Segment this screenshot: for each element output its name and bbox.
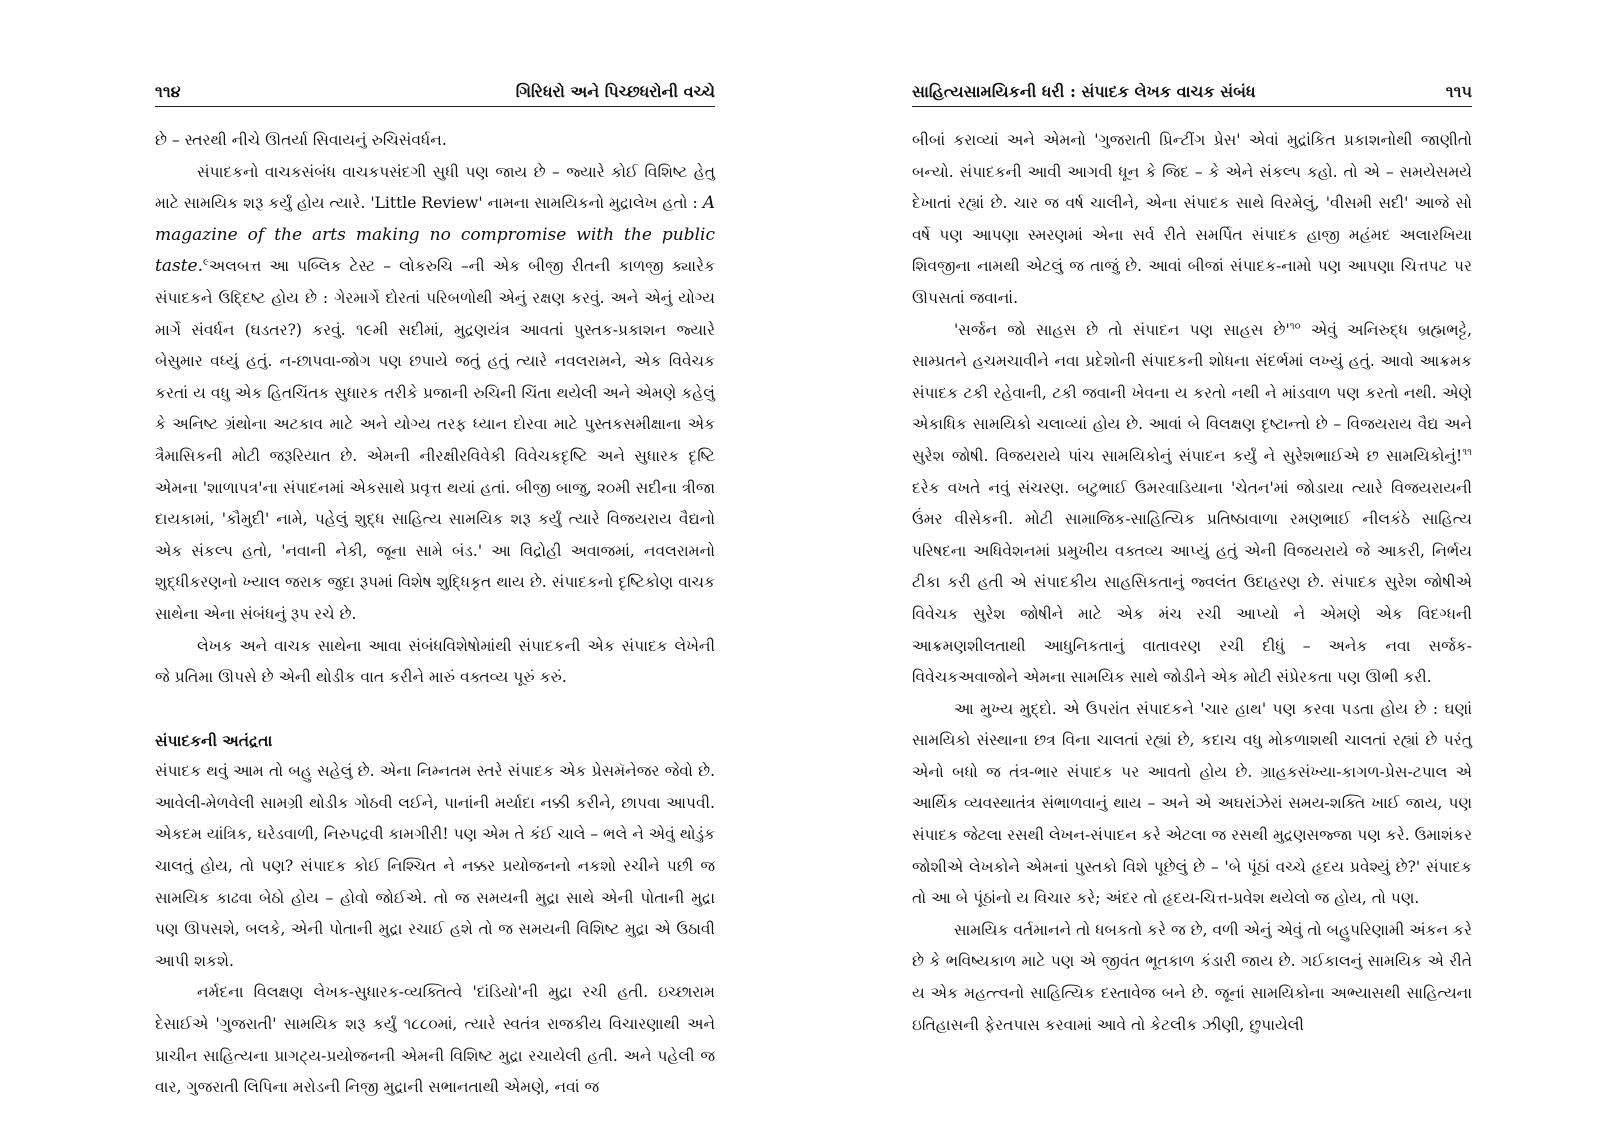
paragraph xyxy=(155,157,715,631)
page-number: ૧૧૪ xyxy=(155,82,181,101)
paragraph: નર્મદના વિલક્ષણ લેખક-સુધારક-વ્યક્તિત્વે 'દાંડિયો'ની મુદ્રા રચી હતી. ઇચ્છારામ દેસાઈએ 'ગુજરાતી' સામયિક શરૂ કર્યું ૧૮૮૦માં, ત્યારે સ્વતંત્ર રાજકીય વિચારણાથી અને પ્રાચીન સાહિત્યના પ્રાગટ્ય-પ્રયોજનની એમની વિશિષ્ટ મુદ્રા રચાયેલી હતી. અને પહેલી જ વાર, ગુજરાતી લિપિના મરોડની નિજી મુદ્રાની સભાનતાથી એમણે, નવાં જ xyxy=(155,983,715,1097)
right-running-head xyxy=(912,80,1472,107)
paragraph: સામયિક વર્તમાનને તો ધબકતો કરે જ છે, વળી એનું એવું તો બહુપરિણામી અંકન કરે છે કે ભવિષ્યકાળ માટે પણ એ જીવંત ભૂતકાળ કંડારી જાય છે. ગઈકાલનું સામયિક એ રીતે ય એક મહત્ત્વનો સાહિત્યિક દસ્તાવેજ બને છે. જૂનાં સામયિકોના અભ્યાસથી સાહિત્યના ઇતિહાસની ફેરતપાસ કરવામાં આવે તો કેટલીક ઝીણી, છુપાયેલી xyxy=(912,920,1472,1034)
paragraph xyxy=(912,315,1472,694)
running-title: ગિરિધરો અને પિચ્છધરોની વચ્ચે xyxy=(515,82,715,101)
paragraph: સંપાદક થવું આમ તો બહુ સહેલું છે. એના નિમ્નતમ સ્તરે સંપાદક એક પ્રેસમૅનેજર જેવો છે. આવેલી-મેળવેલી સામગ્રી થોડીક ગોઠવી લઈને, પાનાંની મર્યાદા નક્કી કરીને, છાપવા આપવી. એકદમ યાંત્રિક, ઘરેડવાળી, નિરુપદ્રવી કામગીરી! પણ એમ તે કંઈ ચાલે – ભલે ને એવું થોડુંક ચાલતું હોય, તો પણ? સંપાદક કોઈ નિશ્ચિત ને નક્કર પ્રયોજનનો નકશો રચીને પછી જ સામયિક કાઢવા બેઠો હોય – હોવો જોઈએ. તો જ સમયની મુદ્રા સાથે એની પોતાની મુદ્રા પણ ઊપસશે, બલકે, એની પોતાની મુદ્રા રચાઈ હશે તો જ સમયની વિશિષ્ટ મુદ્રા એ ઉઠાવી આપી શકશે. xyxy=(155,762,715,970)
paragraph: લેખક અને વાચક સાથેના આવા સંબંધવિશેષોમાંથી સંપાદકની એક સંપાદક લેખેની જે પ્રતિમા ઊપસે છે એની થોડીક વાત કરીને મારું વક્તવ્ય પૂરું કરું. xyxy=(155,636,715,687)
paragraph-text: એવું અનિરુદ્ધ બ્રહ્મભટ્ટે, સામ્પ્રતને હચમચાવીને નવા પ્રદેશોની સંપાદકની શોધના સંદર્ભમાં લખ્યું હતું. આવો આક્રમક સંપાદક ટકી રહેવાની, ટકી જવાની ખેવના ય કરતો નથી ને માંડવાળ પણ કરતો નથી. એણે એકાધિક સામયિકો ચલાવ્યાં હોય છે. આવાં બે વિલક્ષણ દૃષ્ટાન્તો છે – વિજયરાય વૈદ્ય અને સુરેશ જોષી. વિજયરાયે પાંચ સામયિકોનું સંપાદન કર્યું ને સુરેશભાઈએ છ સામયિકોનું! xyxy=(912,320,1473,465)
footnote-marker: ૯ xyxy=(203,257,209,269)
footnote-marker: ૧૦ xyxy=(1289,320,1301,332)
section-heading: સંપાદકની અતંદ્રતા xyxy=(155,730,273,750)
running-title: સાહિત્યસામયિકની ધરી : સંપાદક લેખક વાચક સંબંધ xyxy=(912,82,1256,101)
left-running-head xyxy=(155,80,715,107)
paragraph: બીબાં કરાવ્યાં અને એમનો 'ગુજરાતી પ્રિન્ટીંગ પ્રેસ' એવાં મુદ્રાંકિત પ્રકાશનોથી જાણીતો બન્યો. સંપાદકની આવી આગવી ધૂન કે જિદ – કે એને સંકલ્પ કહો. તો એ – સમયેસમયે દેખાતાં રહ્યાં છે. ચાર જ વર્ષ ચાલીને, એના સંપાદક સાથે વિરમેલું, 'વીસમી સદી' આજે સો વર્ષે પણ આપણા સ્મરણમાં એના સર્વ રીતે સમર્પિત સંપાદક હાજી મહંમદ અલારખિયા શિવજીના નામથી એટલું જ તાજું છે. આવાં બીજાં સંપાદક-નામો પણ આપણા ચિત્તપટ પર ઊપસતાં જવાનાં. xyxy=(912,131,1472,307)
paragraph-text: દરેક વખતે નવું સંચરણ. બટુભાઈ ઉમરવાડિયાના 'ચેતન'માં જોડાયા ત્યારે વિજયરાયની ઉંમર વીસેકની. મોટી સામાજિક-સાહિત્યિક પ્રતિષ્ઠાવાળા રમણભાઈ નીલકંઠે સાહિત્ય પરિષદના અધિવેશનમાં પ્રમુખીય વક્તવ્ય આપ્યું હતું એની વિજયરાયે જે આકરી, નિર્ભય ટીકા કરી હતી એ સંપાદકીય સાહસિકતાનું જ્વલંત ઉદાહરણ છે. સંપાદક સુરેશ જોષીએ વિવેચક સુરેશ જોષીને માટે એક મંચ રચી આપ્યો ને એમણે એક વિદગ્ધની આક્રમણશીલતાથી આધુનિકતાનું વાતાવરણ રચી દીધું – અનેક નવા સર્જક-વિવેચકઅવાજોને એમના સામયિક સાથે જોડીને એક મોટી સંપ્રેરકતા પણ ઊભી કરી. xyxy=(912,478,1472,687)
paragraph: છે – સ્તરથી નીચે ઊતર્યા સિવાયનું રુચિસંવર્ધન. xyxy=(155,131,447,149)
paragraph-text: સંપાદકનો વાચકસંબંધ વાચકપસંદગી સુધી પણ જાય છે – જ્યારે કોઈ વિશિષ્ટ હેતુ માટે સામયિક શરૂ કર્યું હોય ત્યારે. 'Little Review' નામના સામયિકનો મુદ્રાલેખ હતો : xyxy=(155,162,715,213)
paragraph-text: 'સર્જન જો સાહસ છે તો સંપાદન પણ સાહસ છે' xyxy=(954,320,1290,339)
footnote-marker: ૧૧ xyxy=(1462,446,1472,458)
page-number: ૧૧૫ xyxy=(1445,82,1472,101)
right-page-body xyxy=(912,125,1472,1041)
left-page-body xyxy=(155,125,715,1104)
english-quote: A magazine of the arts making no compromise with the public taste. xyxy=(155,193,715,277)
paragraph: આ મુખ્ય મુદ્દો. એ ઉપરાંત સંપાદકને 'ચાર હાથ' પણ કરવા પડતા હોય છે : ઘણાં સામયિકો સંસ્થાના છત્ર વિના ચાલતાં રહ્યાં છે, કદાચ વધુ મોકળાશથી ચાલતાં રહ્યાં છે પરંતુ એનો બધો જ તંત્ર-ભાર સંપાદક પર આવતો હોય છે. ગ્રાહકસંખ્યા-કાગળ-પ્રેસ-ટપાલ એ આર્થિક વ્યવસ્થાતંત્ર સંભાળવાનું થાય – અને એ અઘરાંઝેરાં સમય-શક્તિ ખાઈ જાય, પણ સંપાદક જેટલા રસથી લેખન-સંપાદન કરે એટલા જ રસથી મુદ્રણસજ્જા પણ કરે. ઉમાશંકર જોશીએ લેખકોને એમનાં પુસ્તકો વિશે પૂછેલું છે – 'બે પૂંઠાં વચ્ચે હૃદય પ્રવેશ્યું છે?' સંપાદક તો આ બે પૂંઠાંનો ય વિચાર કરે; અંદર તો હૃદય-ચિત્ત-પ્રવેશ થયેલો જ હોય, તો પણ. xyxy=(912,699,1472,908)
paragraph-text: અલબત્ત આ પબ્લિક ટેસ્ટ – લોકરુચિ –ની એક બીજી રીતની કાળજી ક્યારેક સંપાદકને ઉદ્દિષ્ટ હોય છે : ગેરમાર્ગે દોરતાં પરિબળોથી એનું રક્ષણ કરવું. અને એનું યોગ્ય માર્ગે સંવર્ધન (ઘડતર?) કરવું. ૧૯મી સદીમાં, મુદ્રણયંત્ર આવતાં પુસ્તક-પ્રકાશન જ્યારે બેસુમાર વધ્યું હતું. ન-છાપવા-જોગ પણ છપાયે જતું હતું ત્યારે નવલરામને, એક વિવેચક કરતાં ય વધુ એક હિતચિંતક સુધારક તરીકે પ્રજાની રુચિની ચિંતા થયેલી અને એમણે કહેલું કે અનિષ્ટ ગ્રંથોના અટકાવ માટે અને યોગ્ય તરફ ધ્યાન દોરવા માટે પુસ્તકસમીક્ષાના એક ત્રૈમાસિકની મોટી જરૂરિયાત છે. એમની નીરક્ષીરવિવેકી વિવેચકદૃષ્ટિ અને સુધારક દૃષ્ટિ એમના 'શાળાપત્ર'ના સંપાદનમાં એકસાથે પ્રવૃત્ત થયાં હતાં. બીજી બાજુ, ૨૦મી સદીના ત્રીજા દાયકામાં, 'કૌમુદી' નામે, પહેલું શુદ્ધ સાહિત્ય સામયિક શરૂ કર્યું ત્યારે વિજયરાય વૈદ્યનો એક સંકલ્પ હતો, 'નવાની નેકી, જૂના સામે બંડ.' આ વિદ્રોહી અવાજમાં, નવલરામનો શુદ્ધીકરણનો ખ્યાલ જરાક જુદા રૂપમાં વિશેષ શુદ્ધિકૃત થાય છે. સંપાદકનો દૃષ્ટિકોણ વાચક સાથેના એના સંબંધનું રૂપ રચે છે. xyxy=(155,257,715,623)
